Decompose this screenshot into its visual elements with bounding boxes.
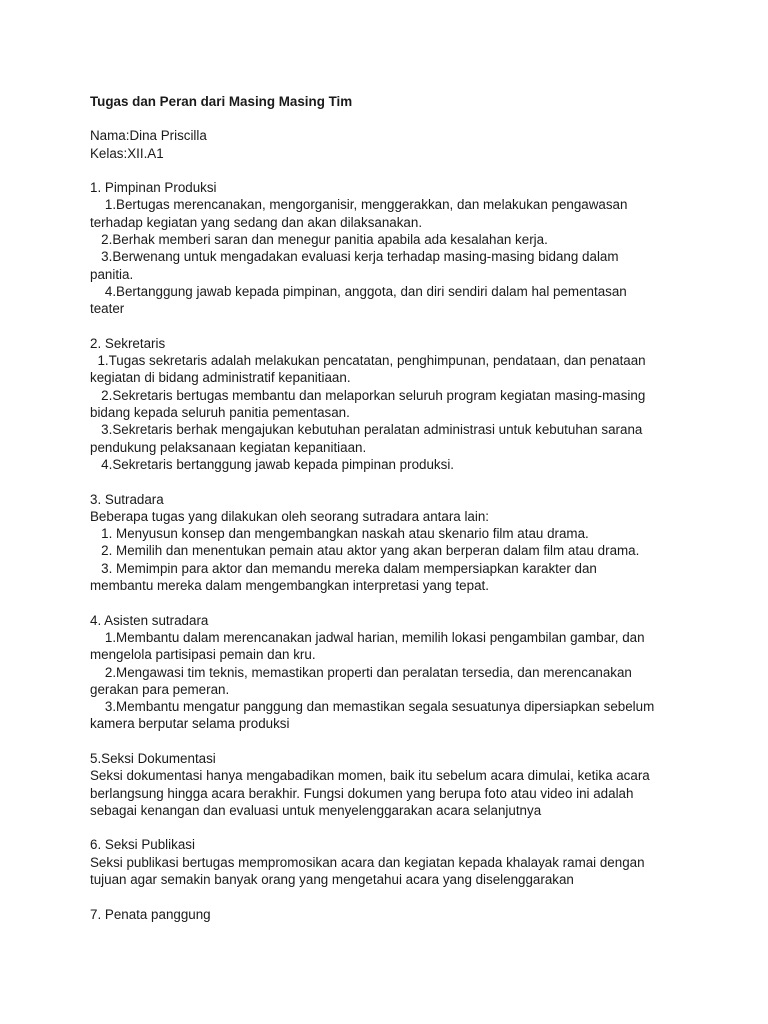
document-page (90, 93, 690, 940)
section-line: 2.Berhak memberi saran dan menegur panitia apabila ada kesalahan kerja. (90, 232, 548, 248)
section-line: kamera berputar selama produksi (90, 716, 290, 732)
section-line: tujuan agar semakin banyak orang yang mengetahui acara yang diselenggarakan (90, 872, 574, 888)
section-line: 3.Berwenang untuk mengadakan evaluasi kerja terhadap masing-masing bidang dalam (90, 249, 619, 265)
section-line: 4.Bertanggung jawab kepada pimpinan, anggota, dan diri sendiri dalam hal pementasan (90, 283, 627, 299)
section-heading: 2. Sekretaris (90, 335, 166, 351)
section-heading: 1. Pimpinan Produksi (90, 180, 217, 196)
header-info (90, 127, 690, 162)
document-title: Tugas dan Peran dari Masing Masing Tim (90, 94, 353, 109)
class-line: Kelas:XII.A1 (90, 145, 164, 161)
section-heading: 4. Asisten sutradara (90, 612, 209, 628)
section-line: Seksi publikasi bertugas mempromosikan acara dan kegiatan kepada khalayak ramai dengan (90, 854, 645, 870)
section-line: mengelola partisipasi pemain dan kru. (90, 647, 316, 663)
section-1 (90, 179, 690, 317)
section-heading: 3. Sutradara (90, 491, 164, 507)
section-line: pendukung pelaksanaan kegiatan kepanitiaan. (90, 439, 367, 455)
section-line: 3. Memimpin para aktor dan memandu mereka dalam mempersiapkan karakter dan (90, 560, 597, 576)
section-heading: 7. Penata panggung (90, 906, 211, 922)
section-line: 2.Mengawasi tim teknis, memastikan properti dan peralatan tersedia, dan merencanakan (90, 664, 632, 680)
section-line: 1.Membantu dalam merencanakan jadwal harian, memilih lokasi pengambilan gambar, dan (90, 629, 645, 645)
section-line: Beberapa tugas yang dilakukan oleh seorang sutradara antara lain: (90, 508, 490, 524)
section-line: sebagai kenangan dan evaluasi untuk menyelenggarakan acara selanjutnya (90, 802, 542, 818)
section-3 (90, 491, 690, 595)
section-line: Seksi dokumentasi hanya mengabadikan momen, baik itu sebelum acara dimulai, ketika acara (90, 768, 650, 784)
section-6 (90, 836, 690, 888)
section-line: bidang kepada seluruh panitia pementasan. (90, 405, 350, 421)
section-7 (90, 906, 690, 923)
section-5 (90, 750, 690, 819)
name-line: Nama:Dina Priscilla (90, 128, 207, 144)
section-4 (90, 612, 690, 733)
section-line: membantu mereka dalam mengembangkan interpretasi yang tepat. (90, 578, 489, 594)
section-line: panitia. (90, 266, 134, 282)
section-line: berlangsung hingga acara berakhir. Fungsi dokumen yang berupa foto atau video ini adalah (90, 785, 634, 801)
section-line: 4.Sekretaris bertanggung jawab kepada pimpinan produksi. (90, 456, 455, 472)
section-line: 3.Sekretaris berhak mengajukan kebutuhan peralatan administrasi untuk kebutuhan sarana (90, 422, 643, 438)
section-line: 1.Tugas sekretaris adalah melakukan pencatatan, penghimpunan, pendataan, dan penataan (90, 353, 646, 369)
section-line: 2. Memilih dan menentukan pemain atau aktor yang akan berperan dalam film atau drama. (90, 543, 640, 559)
section-line: 1. Menyusun konsep dan mengembangkan naskah atau skenario film atau drama. (90, 526, 589, 542)
sections-container (90, 179, 690, 923)
section-line: kegiatan di bidang administratif kepanitiaan. (90, 370, 351, 386)
section-line: teater (90, 301, 125, 317)
section-line: 1.Bertugas merencanakan, mengorganisir, menggerakkan, dan melakukan pengawasan (90, 197, 628, 213)
section-heading: 6. Seksi Publikasi (90, 837, 195, 853)
section-heading: 5.Seksi Dokumentasi (90, 750, 216, 766)
section-line: terhadap kegiatan yang sedang dan akan dilaksanakan. (90, 214, 423, 230)
section-2 (90, 335, 690, 473)
section-line: gerakan para pemeran. (90, 681, 230, 697)
section-line: 3.Membantu mengatur panggung dan memastikan segala sesuatunya dipersiapkan sebelum (90, 699, 655, 715)
section-line: 2.Sekretaris bertugas membantu dan melaporkan seluruh program kegiatan masing-masing (90, 387, 646, 403)
